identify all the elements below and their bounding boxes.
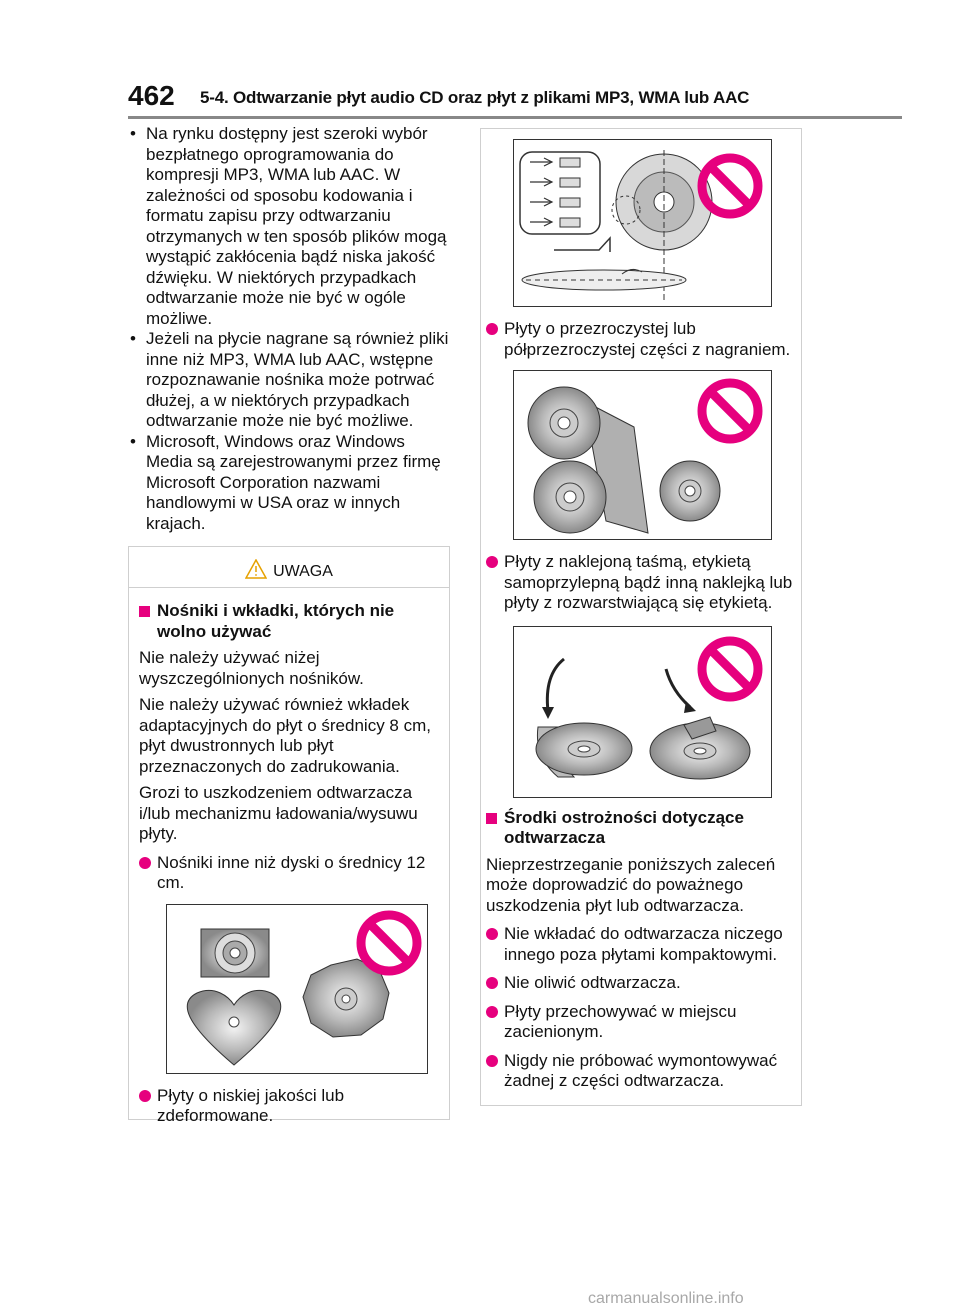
list-item: Płyty o niskiej jakości lub zdeformowane. — [139, 1086, 443, 1127]
watermark: carmanualsonline.info — [588, 1290, 744, 1307]
figure-odd-shaped-discs — [166, 904, 428, 1074]
paragraph: Grozi to uszkodzeniem odtwarzacza i/lub mechanizmu ładowania/wysuwu płyty. — [139, 783, 418, 843]
prohibited-icon — [702, 158, 758, 214]
info-bullets — [128, 124, 450, 534]
caution-heading — [129, 559, 449, 584]
caution-body — [139, 595, 443, 1127]
section-heading: Środki ostrożności dotyczące odtwarzacza — [486, 808, 798, 849]
warning-triangle-icon — [245, 559, 267, 584]
list-item: Płyty przechowywać w miejscu zacienionym. — [486, 1002, 798, 1043]
caution-body-continued — [486, 129, 798, 1092]
figure-warped-discs — [513, 370, 772, 540]
figure-transparent-disc — [513, 139, 772, 307]
page-number: 462 — [128, 80, 175, 111]
paragraph: Nieprzestrzeganie poniższych zaleceń może doprowadzić do poważnego uszkodzenia płyt lub odtwarzacza. — [486, 854, 776, 915]
list-item: Nie wkładać do odtwarzacza niczego innego poza płytami kompaktowymi. — [486, 924, 798, 965]
page-header — [128, 80, 902, 120]
prohibited-icon — [702, 383, 758, 439]
list-item: Nigdy nie próbować wymontowywać żadnej z części odtwarzacza. — [486, 1051, 798, 1092]
chapter-title: 5-4. Odtwarzanie płyt audio CD oraz płyt z plikami MP3, WMA lub AAC — [200, 88, 750, 107]
list-item: Płyty o przezroczystej lub półprzezroczystej części z nagraniem. — [486, 319, 798, 360]
paragraph: Nie należy używać również wkładek adaptacyjnych do płyt o średnicy 8 cm, płyt dwustronnych lub płyt przeznaczonych do zadrukowania. — [139, 695, 431, 776]
prohibited-icon — [361, 915, 417, 971]
bullet-item: • Microsoft, Windows oraz Windows Media są zarejestrowanymi przez firmę Microsoft Corporation nazwami handlowymi w USA oraz w innych krajach. — [128, 432, 450, 535]
list-item: Nośniki inne niż dyski o średnicy 12 cm. — [139, 853, 443, 894]
prohibited-icon — [702, 641, 758, 697]
caution-divider — [129, 587, 449, 588]
section-heading: Nośniki i wkładki, których nie wolno używać — [139, 601, 443, 642]
caution-box — [128, 546, 450, 1125]
list-item: Płyty z naklejoną taśmą, etykietą samoprzylepną bądź inną naklejką lub płyty z rozwarstwiającą się etykietą. — [486, 552, 798, 614]
paragraph: Nie należy używać niżej wyszczególnionych nośników. — [139, 648, 364, 688]
bullet-item: • Jeżeli na płycie nagrane są również pliki inne niż MP3, WMA lub AAC, wstępne rozpoznawanie nośnika może potrwać dłużej, a w niektórych przypadkach odtwarzanie może nie być możliwe. — [128, 329, 450, 432]
caution-box-continued — [480, 128, 802, 1106]
figure-taped-discs — [513, 626, 772, 798]
list-item: Nie oliwić odtwarzacza. — [486, 973, 798, 994]
bullet-item: • Na rynku dostępny jest szeroki wybór bezpłatnego oprogramowania do kompresji MP3, WMA lub AAC. W zależności od sposobu kodowania i formatu zapisu przy odtwarzaniu otrzymanych w ten sposób plików mogą wystąpić zakłócenia bądź niska jakość dźwięku. W niektórych przypadkach odtwarzanie może nie być w ogóle możliwe. — [128, 124, 450, 329]
header-rule — [128, 116, 902, 119]
caution-title: UWAGA — [273, 563, 333, 580]
